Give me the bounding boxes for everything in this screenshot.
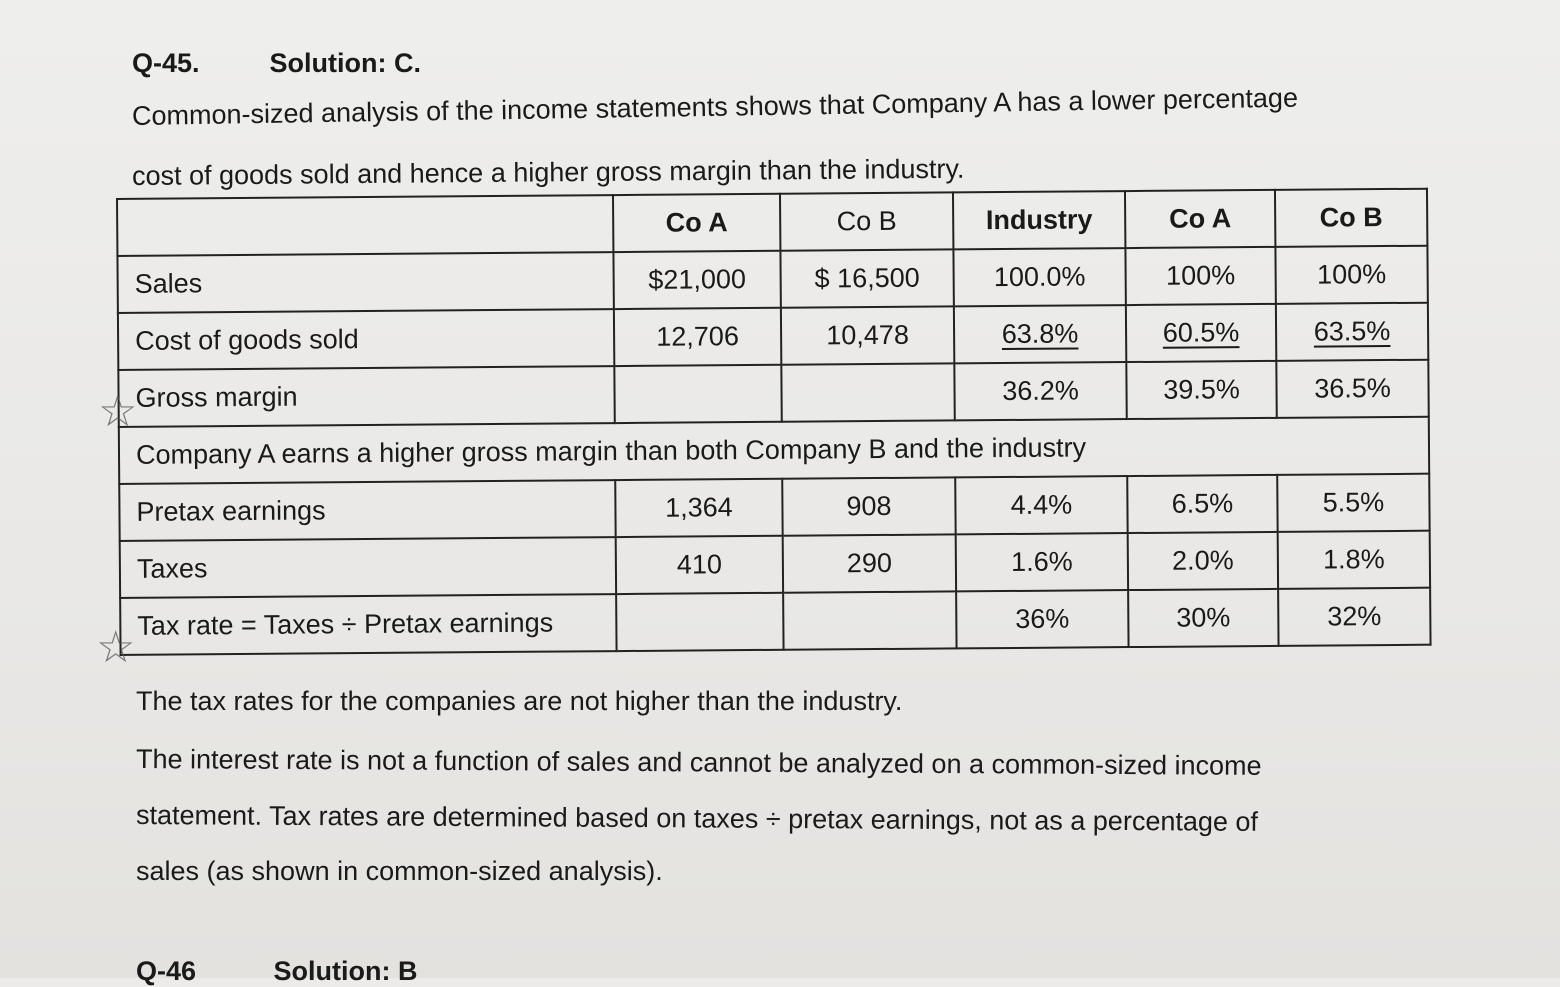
table-cell bbox=[954, 305, 1126, 363]
conclusion-line-3: statement. Tax rates are determined based on taxes ÷ pretax earnings, not as a percentage of bbox=[135, 800, 1259, 837]
table-cell: 100% bbox=[1125, 247, 1275, 305]
conclusion-line-2: The interest rate is not a function of sales and cannot be analyzed on a common-sized income bbox=[135, 744, 1262, 781]
table-cell: 36.2% bbox=[954, 362, 1126, 420]
table-cell: 5.5% bbox=[1277, 474, 1429, 532]
gross-margin-note: Company A earns a higher gross margin than both Company B and the industry bbox=[119, 417, 1429, 484]
table-row bbox=[119, 474, 1429, 541]
header-cell-blank bbox=[117, 195, 613, 256]
table-cell: 290 bbox=[783, 534, 956, 592]
row-label: Taxes bbox=[120, 537, 616, 598]
table-cell: 4.4% bbox=[955, 476, 1127, 534]
star-icon: ☆ bbox=[96, 623, 136, 672]
table-cell: 1,364 bbox=[615, 479, 782, 537]
table-row bbox=[120, 531, 1430, 598]
solution-label: Solution: C. bbox=[269, 48, 421, 78]
header-cell: Co A bbox=[1125, 190, 1275, 248]
table-cell: 6.5% bbox=[1127, 475, 1277, 533]
table-cell: 39.5% bbox=[1126, 361, 1276, 419]
table-cell: 36.5% bbox=[1276, 360, 1428, 418]
next-question-header bbox=[136, 956, 417, 987]
question-number: Q-45. bbox=[132, 48, 200, 78]
table-cell: $21,000 bbox=[613, 251, 780, 309]
table-row bbox=[117, 246, 1427, 313]
table-cell: 100% bbox=[1275, 246, 1427, 304]
header-cell: Co B bbox=[1275, 189, 1427, 247]
underlined-value: 63.5% bbox=[1313, 315, 1391, 347]
income-table-wrapper bbox=[116, 188, 1432, 656]
row-label: Pretax earnings bbox=[119, 480, 615, 541]
table-note-row bbox=[119, 417, 1429, 484]
table-cell: 2.0% bbox=[1128, 532, 1278, 590]
income-table bbox=[116, 188, 1432, 656]
table-row bbox=[118, 360, 1428, 427]
conclusion-line-4: sales (as shown in common-sized analysis). bbox=[136, 856, 663, 886]
table-cell: 908 bbox=[782, 477, 955, 535]
table-cell: 410 bbox=[616, 536, 783, 594]
table-row bbox=[118, 303, 1428, 370]
table-cell: 100.0% bbox=[953, 248, 1125, 306]
table-cell bbox=[781, 363, 954, 421]
row-label: Cost of goods sold bbox=[118, 309, 614, 370]
table-cell: 1.6% bbox=[956, 533, 1128, 591]
next-solution-label: Solution: B bbox=[273, 956, 418, 986]
underlined-value: 63.8% bbox=[1001, 318, 1079, 350]
table-cell: 36% bbox=[956, 590, 1128, 648]
table-cell bbox=[1276, 303, 1428, 361]
table-cell: 12,706 bbox=[614, 308, 781, 366]
header-cell: Co B bbox=[780, 192, 953, 250]
row-label: Gross margin bbox=[118, 366, 614, 427]
underlined-value: 60.5% bbox=[1162, 317, 1240, 348]
table-cell: 30% bbox=[1128, 589, 1278, 647]
header-cell: Co A bbox=[613, 194, 780, 252]
row-label: Tax rate = Taxes ÷ Pretax earnings bbox=[120, 594, 616, 655]
question-header bbox=[132, 48, 421, 79]
table-header-row bbox=[117, 189, 1427, 256]
table-cell: $ 16,500 bbox=[780, 249, 953, 307]
intro-line-1: Common-sized analysis of the income statements shows that Company A has a lower percentage bbox=[131, 82, 1299, 131]
table-cell bbox=[614, 365, 781, 423]
table-cell: 10,478 bbox=[781, 306, 954, 364]
conclusion-line-1: The tax rates for the companies are not higher than the industry. bbox=[136, 686, 903, 716]
next-question-number: Q-46 bbox=[136, 956, 197, 986]
table-cell: 1.8% bbox=[1278, 531, 1430, 589]
star-icon: ☆ bbox=[98, 387, 138, 436]
table-cell bbox=[783, 591, 956, 649]
row-label: Sales bbox=[117, 252, 613, 313]
table-cell bbox=[616, 593, 783, 651]
table-cell bbox=[1126, 304, 1276, 362]
intro-line-2: cost of goods sold and hence a higher gross margin than the industry. bbox=[131, 153, 965, 191]
table-row bbox=[120, 588, 1430, 655]
header-cell: Industry bbox=[953, 191, 1125, 249]
table-cell: 32% bbox=[1278, 588, 1430, 646]
